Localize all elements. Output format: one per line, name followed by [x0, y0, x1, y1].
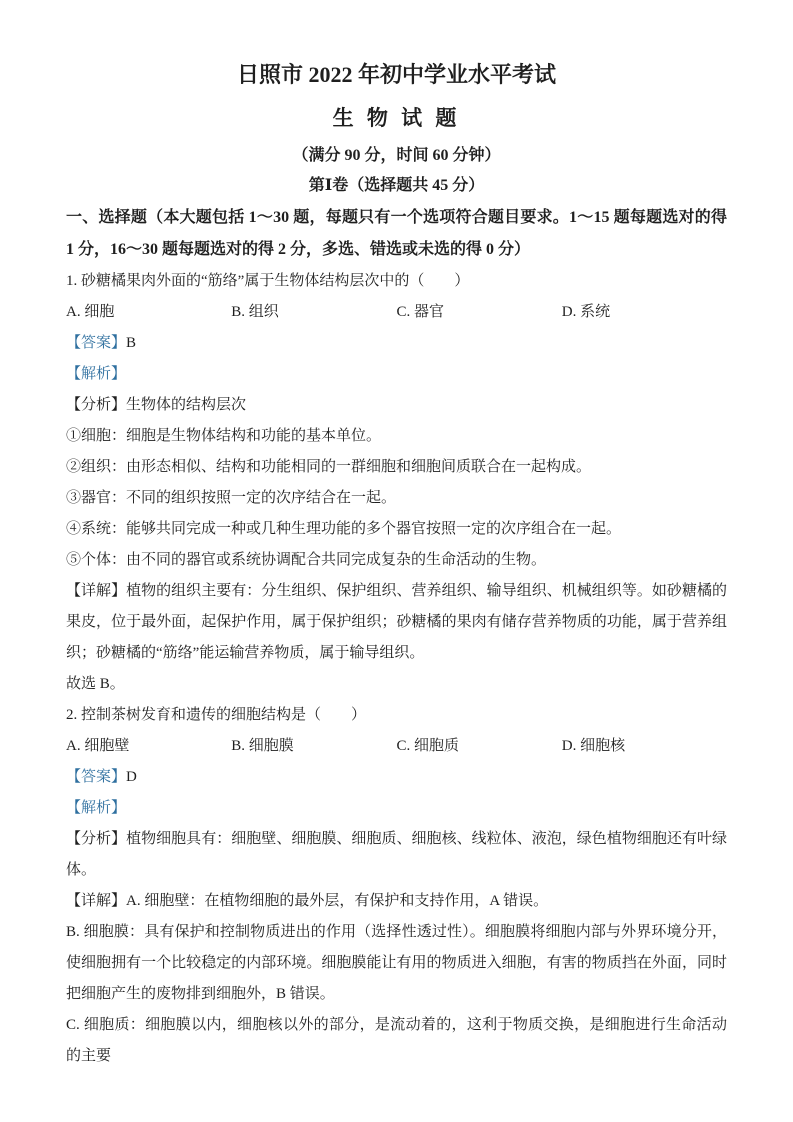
answer-label: 【答案】 — [66, 769, 127, 785]
question-1-point-1: ①细胞：细胞是生物体结构和功能的基本单位。 — [66, 428, 382, 444]
answer-label: 【答案】 — [66, 335, 127, 351]
question-1-option-c: C. 器官 — [396, 304, 445, 320]
question-2-detail-option-c: C. 细胞质：细胞膜以内，细胞核以外的部分，是流动着的，这利于物质交换，是细胞进行生命活动的主要 — [66, 1017, 727, 1064]
exam-subject-title: 生 物 试 题 — [332, 106, 461, 130]
question-2-answer-line — [66, 762, 727, 793]
question-1-stem: 1. 砂糖橘果肉外面的“筋络”属于生物体结构层次中的（ ） — [66, 273, 470, 289]
question-1-option-a: A. 细胞 — [66, 304, 115, 320]
section-heading: 第Ⅰ卷（选择题共 45 分） — [308, 177, 485, 194]
analysis-label: 【解析】 — [66, 366, 127, 382]
exam-title: 日照市 2022 年初中学业水平考试 — [236, 62, 556, 87]
question-2-option-a: A. 细胞壁 — [66, 738, 130, 754]
question-2-option-d: D. 细胞核 — [561, 738, 626, 754]
question-1-point-5: ⑤个体：由不同的器官或系统协调配合共同完成复杂的生命活动的生物。 — [66, 552, 547, 568]
question-1-point-2: ②组织：由形态相似、结构和功能相同的一群细胞和细胞间质联合在一起构成。 — [66, 459, 592, 475]
question-1-point-3: ③器官：不同的组织按照一定的次序结合在一起。 — [66, 490, 397, 506]
question-1-analysis-label-line — [66, 359, 727, 390]
question-2-answer-value: D — [126, 769, 137, 785]
question-1-option-b: B. 组织 — [231, 304, 279, 320]
question-1-conclusion: 故选 B。 — [66, 676, 125, 692]
question-2-analysis-text: 【分析】植物细胞具有：细胞壁、细胞膜、细胞质、细胞核、线粒体、液泡，绿色植物细胞还有叶绿体。 — [66, 831, 727, 878]
question-2-option-c: C. 细胞质 — [396, 738, 460, 754]
question-2-detail-option-a: 【详解】A. 细胞壁：在植物细胞的最外层，有保护和支持作用，A 错误。 — [66, 893, 549, 909]
question-2-options — [66, 731, 727, 762]
exam-score-time-note: （满分 90 分，时间 60 分钟） — [292, 147, 501, 164]
question-1-option-d: D. 系统 — [561, 304, 611, 320]
question-2-analysis-label-line — [66, 793, 727, 824]
question-2-option-b: B. 细胞膜 — [231, 738, 294, 754]
question-1-answer-value: B — [126, 335, 137, 351]
question-2-stem: 2. 控制茶树发育和遗传的细胞结构是（ ） — [66, 707, 367, 723]
section-instructions: 一、选择题（本大题包括 1～30 题，每题只有一个选项符合题目要求。1～15 题每题选对的得 1 分，16～30 题每题选对的得 2 分，多选、错选或未选的得 0 分） — [66, 209, 727, 258]
question-1-detail-text: 【详解】植物的组织主要有：分生组织、保护组织、营养组织、输导组织、机械组织等。如砂糖橘的果皮，位于最外面，起保护作用，属于保护组织；砂糖橘的果肉有储存营养物质的功能，属于营养组织；砂糖橘的“筋络”能运输营养物质，属于输导组织。 — [66, 583, 727, 661]
question-1-options — [66, 297, 727, 328]
question-1-point-4: ④系统：能够共同完成一种或几种生理功能的多个器官按照一定的次序组合在一起。 — [66, 521, 622, 537]
question-1-answer-line — [66, 328, 727, 359]
question-2-detail-option-b: B. 细胞膜：具有保护和控制物质进出的作用（选择性透过性）。细胞膜将细胞内部与外界环境分开，使细胞拥有一个比较稳定的内部环境。细胞膜能让有用的物质进入细胞，有害的物质挡在外面，同时把细胞产生的废物排到细胞外，B 错误。 — [66, 924, 727, 1002]
analysis-label: 【解析】 — [66, 800, 127, 816]
question-1-analysis-text: 【分析】生物体的结构层次 — [66, 397, 247, 413]
